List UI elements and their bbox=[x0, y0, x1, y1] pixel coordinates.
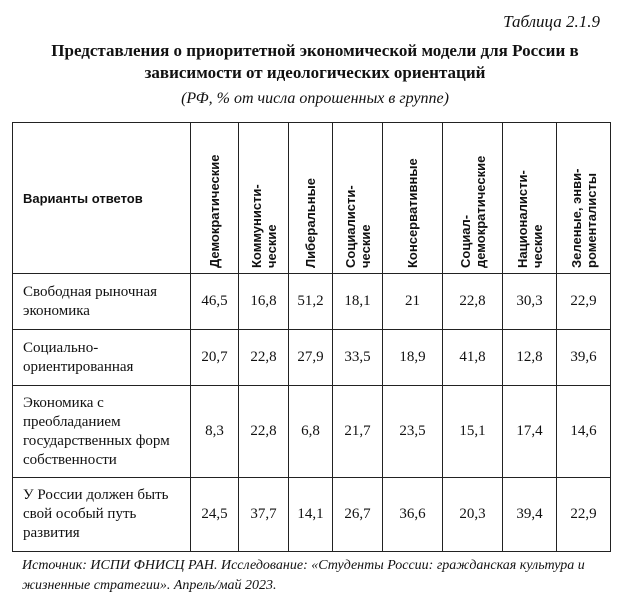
table-cell: 18,1 bbox=[333, 274, 383, 330]
table-cell: 37,7 bbox=[239, 478, 289, 552]
row-label: Социально-ориентированная bbox=[13, 330, 191, 386]
table-subtitle: (РФ, % от числа опрошенных в группе) bbox=[181, 90, 449, 107]
column-header: Зеленые, энви- роменталисты bbox=[557, 123, 611, 274]
data-table bbox=[12, 122, 611, 552]
row-label: У России должен быть свой особый путь развития bbox=[13, 478, 191, 552]
table-cell: 27,9 bbox=[289, 330, 333, 386]
table-cell: 14,6 bbox=[557, 386, 611, 478]
column-header: Либеральные bbox=[289, 123, 333, 274]
table-cell: 22,9 bbox=[557, 478, 611, 552]
column-header: Коммунисти- ческие bbox=[239, 123, 289, 274]
column-header: Националисти- ческие bbox=[503, 123, 557, 274]
table-cell: 20,3 bbox=[443, 478, 503, 552]
table-cell: 21 bbox=[383, 274, 443, 330]
row-label: Свободная рыночная экономика bbox=[13, 274, 191, 330]
column-header: Социал- демократические bbox=[443, 123, 503, 274]
table-cell: 26,7 bbox=[333, 478, 383, 552]
table-cell: 22,8 bbox=[239, 386, 289, 478]
row-label: Экономика с преобладанием государственных форм собственности bbox=[13, 386, 191, 478]
table-number: Таблица 2.1.9 bbox=[503, 12, 600, 31]
table-cell: 21,7 bbox=[333, 386, 383, 478]
table-cell: 8,3 bbox=[191, 386, 239, 478]
table-cell: 36,6 bbox=[383, 478, 443, 552]
table-cell: 22,8 bbox=[239, 330, 289, 386]
table-cell: 30,3 bbox=[503, 274, 557, 330]
table-cell: 16,8 bbox=[239, 274, 289, 330]
table-title: Представления о приоритетной экономической модели для России в зависимости от идеологических ориентаций bbox=[51, 41, 579, 82]
table-cell: 22,9 bbox=[557, 274, 611, 330]
table-cell: 46,5 bbox=[191, 274, 239, 330]
source-note: Источник: ИСПИ ФНИСЦ РАН. Исследование: «Студенты России: гражданская культура и жизненные стратегии». Апрель/май 2023. bbox=[22, 558, 585, 593]
table-row bbox=[13, 330, 611, 386]
column-header: Консервативные bbox=[383, 123, 443, 274]
table-cell: 41,8 bbox=[443, 330, 503, 386]
header-row bbox=[13, 123, 611, 274]
table-row bbox=[13, 274, 611, 330]
table-row bbox=[13, 386, 611, 478]
table-cell: 33,5 bbox=[333, 330, 383, 386]
column-header: Демократические bbox=[191, 123, 239, 274]
table-cell: 23,5 bbox=[383, 386, 443, 478]
table-cell: 20,7 bbox=[191, 330, 239, 386]
table-cell: 17,4 bbox=[503, 386, 557, 478]
table-row bbox=[13, 478, 611, 552]
table-cell: 14,1 bbox=[289, 478, 333, 552]
table-cell: 39,6 bbox=[557, 330, 611, 386]
table-cell: 12,8 bbox=[503, 330, 557, 386]
table-cell: 15,1 bbox=[443, 386, 503, 478]
answers-header: Варианты ответов bbox=[13, 123, 191, 274]
table-cell: 51,2 bbox=[289, 274, 333, 330]
table-cell: 22,8 bbox=[443, 274, 503, 330]
table-cell: 6,8 bbox=[289, 386, 333, 478]
table-cell: 24,5 bbox=[191, 478, 239, 552]
table-cell: 39,4 bbox=[503, 478, 557, 552]
column-header: Социалисти- ческие bbox=[333, 123, 383, 274]
table-cell: 18,9 bbox=[383, 330, 443, 386]
